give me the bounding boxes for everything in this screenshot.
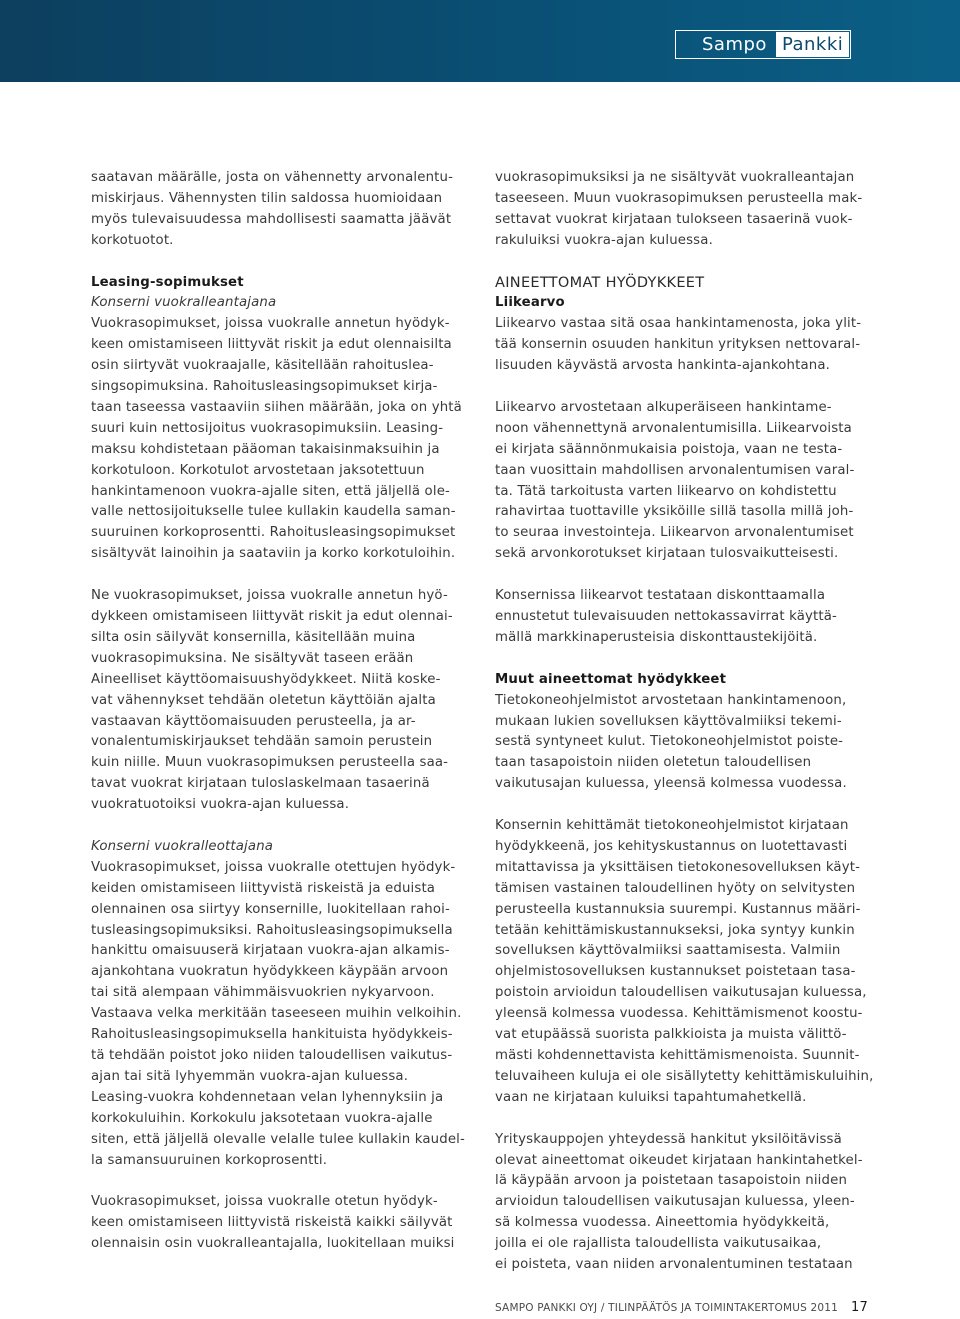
logo-pankki: Pankki	[776, 32, 849, 57]
paragraph: Konsernissa liikearvot testataan diskonttaamalla ennustetut tulevaisuuden nettokassavirrat käyttä- mällä markkinaperusteisia diskonttaustekijöitä.	[495, 588, 837, 645]
left-column	[91, 168, 471, 1255]
paragraph: vuokrasopimuksiksi ja ne sisältyvät vuokralleantajan taseeseen. Muun vuokrasopimuksen perusteella mak- settavat vuokrat kirjataan tulokseen tasaerinä vuok- rakuluiksi vuokra-ajan kuluessa.	[495, 170, 863, 248]
right-column	[495, 168, 875, 1276]
heading-leasing: Leasing-sopimukset	[91, 274, 244, 290]
logo-sampo: Sampo	[702, 34, 767, 55]
paragraph: Ne vuokrasopimukset, joissa vuokralle annetun hyö- dykkeen omistamiseen liittyvät riskit ja edut olennai- silta osin säilyvät konsernilla, käsitellään muina vuokrasopimuksina. Ne sisältyvät taseen erään Aineelliset käyttöomaisuushyödykkeet. Niitä koske- vat vähennykset tehdään oletetun käyttöiän ajalta vastaavan käyttöomaisuuden perusteella, ja ar- vonalentumiskirjaukset tehdään samoin perustein kuin niille. Muun vuokrasopimuksen perusteella saa- tavat vuokrat kirjataan tuloslaskelmaan tasaerinä vuokratuotoiksi vuokra-ajan kuluessa.	[91, 588, 453, 813]
paragraph: Konsernin kehittämät tietokoneohjelmistot kirjataan hyödykkeenä, jos kehityskustannus on luotettavasti mitattavissa ja yksittäisen tietokonesovelluksen käyt- tämisen vastainen taloudellinen hyöty on selvitysten perusteella kustannuksia suurempi. Kustannus määri- tetään kehittämiskustannukseksi, joka syntyy kunkin sovelluksen käyttövalmiiksi saattamisesta. Valmiin ohjelmistosovelluksen kustannukset poistetaan tasa- poistoin arvioidun taloudellisen vaikutusajan kuluessa, yleensä kolmessa vuodessa. Kehittämismenot koostu- vat etupäässä suorista palkkioista ja muista välittö- mästi kohdennettavista kehittämismenoista. Suunnit- teluvaiheen kuluja ei ole sisällytetty kehittämiskuluihin, vaan ne kirjataan kuluiksi tapahtumahetkellä.	[495, 818, 874, 1105]
heading-other-intangibles: Muut aineettomat hyödykkeet	[495, 671, 727, 687]
section-title-intangible: AINEETTOMAT HYÖDYKKEET	[495, 274, 705, 291]
paragraph: Liikearvo arvostetaan alkuperäiseen hankintame- noon vähennettynä arvonalentumisilla. Liikearvoista ei kirjata säännönmukaisia poistoja, vaan ne testa- taan vuosittain mahdollisen arvonalentumisen varal- ta. Tätä tarkoitusta varten liikearvo on kohdistettu rahavirtaa tuottaville yksiköille sillä tasolla millä joh- to seuraa investointeja. Liikearvon arvonalentumiset sekä arvonkorotukset kirjataan tulosvaikutteisesti.	[495, 399, 855, 562]
paragraph: Vuokrasopimukset, joissa vuokralle otetun hyödyk- keen omistamiseen liittyvistä riskeistä kaikki säilyvät olennaisin osin vuokralleantajalla, luokitellaan muiksi	[91, 1194, 455, 1252]
page-footer	[495, 1302, 875, 1314]
footer-text: SAMPO PANKKI OYJ / TILINPÄÄTÖS JA TOIMINTAKERTOMUS 2011	[495, 1302, 839, 1314]
paragraph: Tietokoneohjelmistot arvostetaan hankintamenoon, mukaan lukien sovelluksen käyttövalmiiksi tekemi- sestä syntyneet kulut. Tietokoneohjelmistot poiste- taan tasapoistoin niiden oletetun taloudellisen vaikutusajan kuluessa, yleensä kolmessa vuodessa.	[495, 692, 847, 792]
subheading-lessor: Konserni vuokralleantajana	[91, 295, 277, 311]
paragraph: Vuokrasopimukset, joissa vuokralle otettujen hyödyk- keiden omistamiseen liittyvistä riskeistä ja eduista olennainen osa siirtyy konsernille, luokitellaan rahoi- tusleasingsopimuksiksi. Rahoitusleasingsopimuksella hankittu omaisuuserä kirjataan vuokra-ajan alkamis- ajankohtana vuokratun hyödykkeen käypään arvoon tai sitä alempaan vähimmäisvuokrien nykyarvoon. Vastaava velka merkitään taseeseen muihin velkoihin. Rahoitusleasingsopimuksella hankituista hyödykkeis- tä tehdään poistot joko niiden taloudellisen vaikutus- ajan tai sitä lyhyemmän vuokra-ajan kuluessa. Leasing-vuokra kohdennetaan velan lyhennyksiin ja korkokuluihin. Korkokulu jaksotetaan vuokra-ajalle siten, että jäljellä olevalle velalle tulee kullakin kaudel- la samansuuruinen korkoprosentti.	[91, 859, 465, 1168]
subheading-lessee: Konserni vuokralleottajana	[91, 838, 274, 854]
page-header	[0, 0, 960, 82]
page-number: 17	[851, 1300, 868, 1315]
heading-goodwill: Liikearvo	[495, 295, 565, 311]
brand-logo	[675, 30, 851, 59]
paragraph: saatavan määrälle, josta on vähennetty arvonalentu- miskirjaus. Vähennysten tilin saldossa huomioidaan myös tulevaisuudessa mahdollisesti saamatta jäävät korkotuotot.	[91, 170, 454, 248]
paragraph: Yrityskauppojen yhteydessä hankitut yksilöitävissä olevat aineettomat oikeudet kirjataan hankintahetkel- lä käypään arvoon ja poistetaan tasapoistoin niiden arvioidun taloudellisen vaikutusajan kuluessa, yleen- sä kolmessa vuodessa. Aineettomia hyödykkeitä, joilla ei ole rajallista taloudellista vaikutusaikaa, ei poisteta, vaan niiden arvonalentuminen testataan	[495, 1131, 863, 1273]
paragraph: Vuokrasopimukset, joissa vuokralle annetun hyödyk- keen omistamiseen liittyvät riskit ja edut olennaisilta osin siirtyvät vuokraajalle, käsitellään rahoituslea- singsopimuksina. Rahoitusleasingsopimukset kirja- taan taseessa vastaaviin siihen määrään, joka on yhtä suuri kuin nettosijoitus vuokrasopimuksiin. Leasing- maksu kohdistetaan pääoman takaisinmaksuihin ja korkotuloon. Korkotulot arvostetaan jaksotettuun hankintamenoon vuokra-ajalle siten, että jäljellä ole- valle nettosijoitukselle tulee kullakin kaudella saman- suuruinen korkoprosentti. Rahoitusleasingsopimukset sisältyvät lainoihin ja saataviin ja korko korkotuloihin.	[91, 316, 462, 562]
paragraph: Liikearvo vastaa sitä osaa hankintamenosta, joka ylit- tää konsernin osuuden hankitun yrityksen nettovaral- lisuuden käyvästä arvosta hankinta-ajankohtana.	[495, 316, 862, 374]
